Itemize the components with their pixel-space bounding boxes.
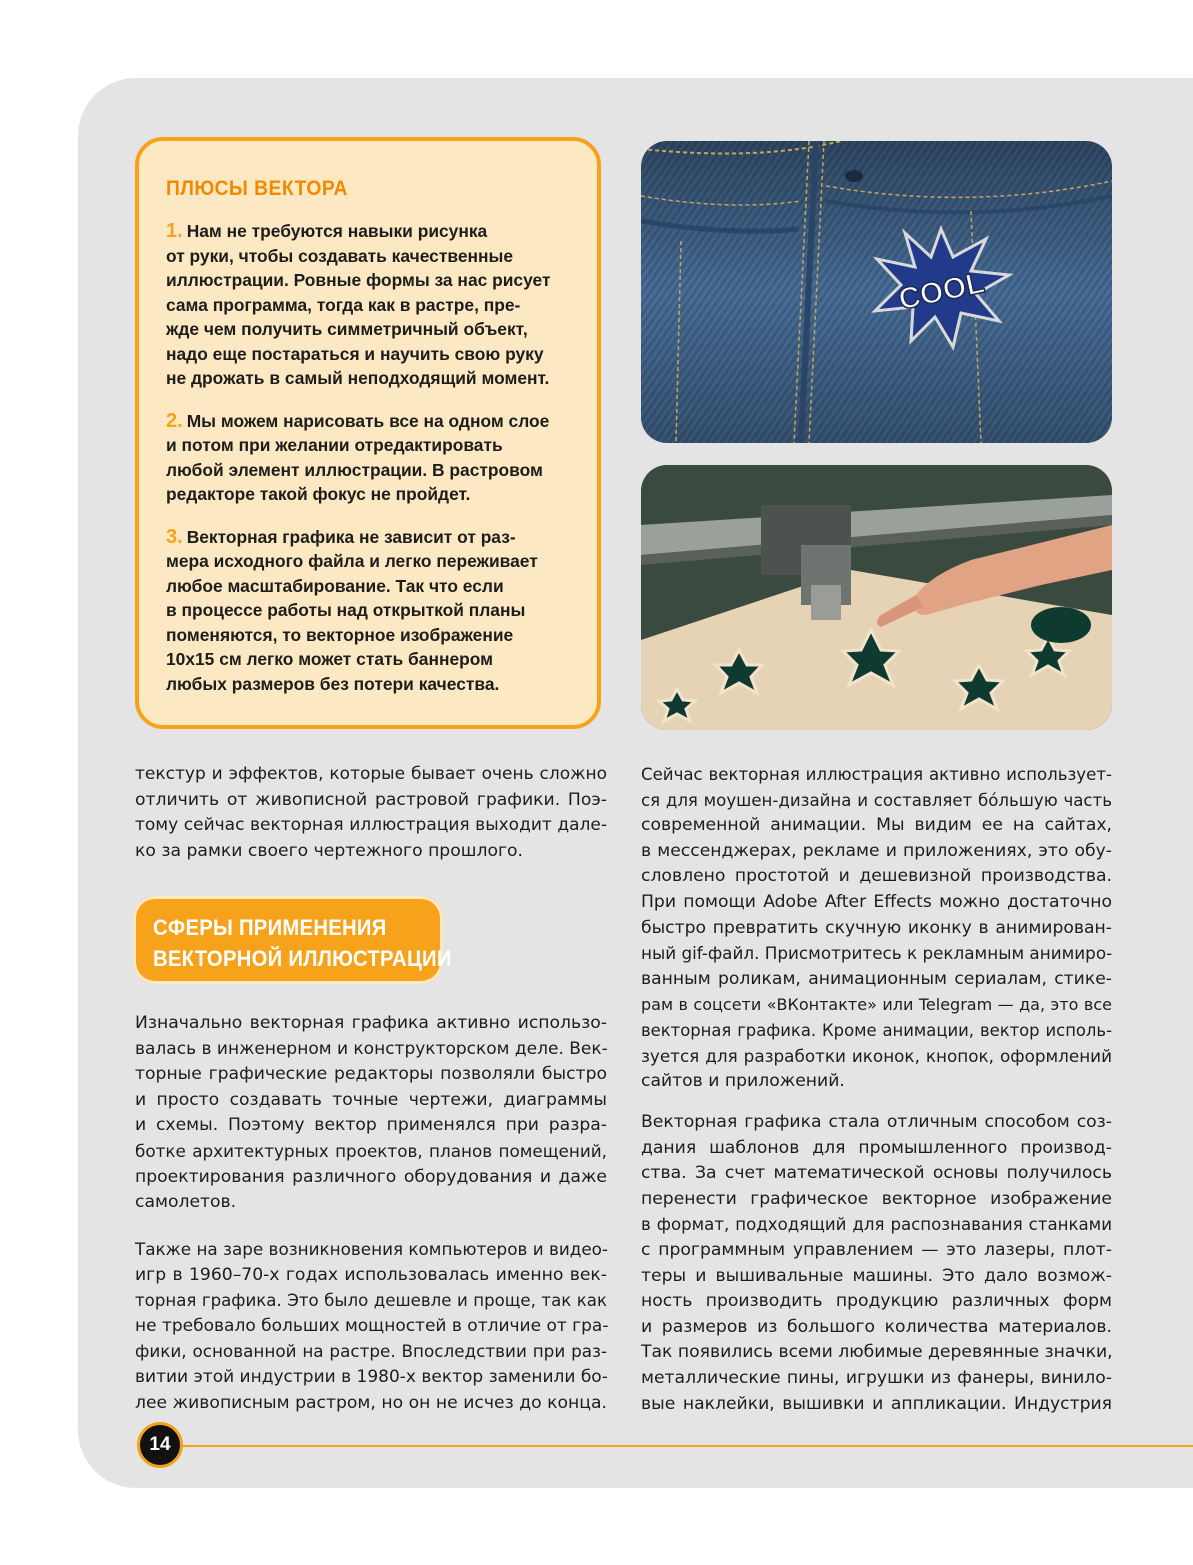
text-line: вые наклейки, вышивки и аппликации. Индустрия: [641, 1393, 1112, 1414]
text-line: самолетов.: [135, 1192, 237, 1213]
pros-item-line: жде чем получить симметричный объект,: [166, 319, 528, 339]
text-line: не требовало больших мощностей в отличие от гра-: [135, 1315, 609, 1336]
text-line: зуется для разработки иконок, кнопок, оформлений: [641, 1045, 1112, 1066]
text-line: в формат, подходящий для распознавания станками: [641, 1215, 1112, 1235]
text-line: с программным управлением — это лазеры, плот-: [641, 1239, 1112, 1260]
text-line: перенести графическое векторное изображение: [641, 1188, 1112, 1209]
pros-item-1: [166, 219, 571, 391]
left-paragraph-1: [135, 1011, 607, 1216]
text-line: и размеров из большого количества материалов.: [641, 1316, 1112, 1337]
pros-item-line: Векторная графика не зависит от раз-: [186, 526, 516, 547]
text-line: тому сейчас векторная иллюстрация выходит дале-: [135, 815, 607, 836]
text-line: Также на заре возникновения компьютеров и видео-: [135, 1239, 608, 1259]
footer-divider: [183, 1445, 1193, 1447]
section-heading-line: СФЕРЫ ПРИМЕНЕНИЯ: [153, 915, 387, 940]
text-line: ный gif-файл. Присмотритесь к рекламным анимиро-: [641, 943, 1113, 964]
text-line: словлено простотой и дешевизной производства.: [641, 866, 1112, 887]
pros-item-number: 2.: [166, 409, 183, 432]
pros-item-line: иллюстрации. Ровные формы за нас рисует: [166, 270, 551, 290]
pros-item-line: не дрожать в самый неподходящий момент.: [166, 368, 550, 388]
text-line: лее живописным растром, но он не исчез до конца.: [135, 1392, 607, 1413]
pros-item-line: от руки, чтобы создавать качественные: [166, 245, 514, 266]
pros-item-line: поменяются, то векторное изображение: [166, 624, 514, 645]
pros-box-title: ПЛЮСЫ ВЕКТОРА: [166, 177, 348, 200]
text-line: игр в 1960–70-х годах использовалась именно век-: [135, 1264, 607, 1285]
text-line: современной анимации. Мы видим ее на сайтах,: [641, 815, 1112, 836]
pros-item-line: мера исходного файла и легко переживает: [166, 551, 538, 571]
text-line: торная графика. Это было дешевле и проще, так как: [135, 1291, 607, 1311]
text-line: ванным роликам, анимационным сериалам, стике-: [641, 968, 1112, 989]
left-paragraph-2: [135, 1237, 607, 1416]
text-line: торные графические редакторы позволяли быстро: [135, 1064, 607, 1085]
text-line: фики, основанной на растре. Впоследствии при раз-: [135, 1341, 607, 1362]
pros-box: [135, 137, 601, 729]
text-line: в мессенджерах, рекламе и приложениях, это обу-: [641, 840, 1112, 861]
text-line: текстур и эффектов, которые бывает очень сложно: [135, 764, 607, 784]
pin-text: COOL: [895, 266, 988, 317]
text-line: ко за рамки своего чертежного прошлого.: [135, 840, 523, 861]
laser-cutter-image: [641, 465, 1112, 730]
denim-pin-photo: [641, 141, 1112, 443]
pros-item-2: [166, 409, 571, 507]
pros-item-line: сама программа, тогда как в растре, пре-: [166, 294, 521, 315]
pros-item-number: 3.: [166, 525, 183, 548]
text-line: дания шаблонов для промышленного производ-: [641, 1137, 1112, 1158]
text-line: быстро превратить скучную иконку в анимирован-: [641, 917, 1112, 938]
pros-item-line: любое масштабирование. Так что если: [166, 575, 504, 596]
section-heading: [133, 896, 452, 984]
text-line: ность производить продукцию различных форм: [641, 1291, 1112, 1312]
right-paragraph-1: [641, 762, 1112, 1095]
pros-item-line: надо еще постараться и научить свою руку: [166, 343, 544, 364]
pros-item-line: любых размеров без потери качества.: [166, 673, 500, 694]
pros-item-3: [166, 525, 571, 697]
left-intro-paragraph: [135, 762, 607, 864]
text-line: отличить от живописной растровой графики. Поэ-: [135, 789, 607, 810]
section-heading-line: ВЕКТОРНОЙ ИЛЛЮСТРАЦИИ: [153, 946, 452, 971]
text-line: При помощи Adobe After Effects можно достаточно: [641, 891, 1112, 912]
pros-item-line: 10х15 см легко может стать баннером: [166, 649, 494, 669]
text-line: ства. За счет математической основы получилось: [641, 1163, 1112, 1184]
text-line: рам в соцсети «ВКонтакте» или Telegram — да, это все: [641, 995, 1112, 1015]
text-line: валась в инженерном и конструкторском деле. Век-: [135, 1038, 608, 1059]
laser-cutter-photo: [641, 465, 1112, 730]
pros-item-line: в процессе работы над открыткой планы: [166, 600, 526, 620]
text-line: ся для моушен-дизайна и составляет бóльшую часть: [641, 790, 1112, 810]
pros-item-line: любой элемент иллюстрации. В растровом: [166, 459, 543, 480]
pros-item-line: и потом при желании отредактировать: [166, 435, 503, 455]
pros-item-number: 1.: [166, 220, 183, 242]
text-line: Сейчас векторная иллюстрация активно использует-: [641, 765, 1112, 784]
pros-item-line: Мы можем нарисовать все на одном слое: [186, 410, 550, 431]
text-line: Так появились всеми любимые деревянные значки,: [641, 1342, 1113, 1363]
pros-item-line: Нам не требуются навыки рисунка: [186, 221, 488, 241]
text-line: сайтов и приложений.: [641, 1071, 845, 1092]
text-line: металлические пины, игрушки из фанеры, винило-: [641, 1367, 1112, 1388]
denim-jacket-image: [641, 141, 1112, 443]
text-line: и схемы. Поэтому вектор применялся при разра-: [135, 1115, 607, 1136]
pros-item-line: редакторе такой фокус не пройдет.: [166, 484, 471, 504]
text-line: проектирования различного оборудования и даже: [135, 1166, 607, 1187]
text-line: ботке архитектурных проектов, планов помещений,: [135, 1140, 607, 1161]
right-paragraph-2: [641, 1110, 1112, 1417]
text-line: витии этой индустрии в 1980-х вектор заменили бо-: [135, 1366, 608, 1387]
text-line: теры и вышивальные машины. Это дало возмож-: [641, 1265, 1112, 1286]
text-line: и просто создавать точные чертежи, диаграммы: [135, 1089, 607, 1110]
text-line: векторная графика. Кроме анимации, вектор исполь-: [641, 1020, 1112, 1040]
page-number: 14: [137, 1422, 183, 1468]
text-line: Векторная графика стала отличным способом соз-: [641, 1112, 1112, 1132]
text-line: Изначально векторная графика активно использо-: [135, 1013, 607, 1033]
